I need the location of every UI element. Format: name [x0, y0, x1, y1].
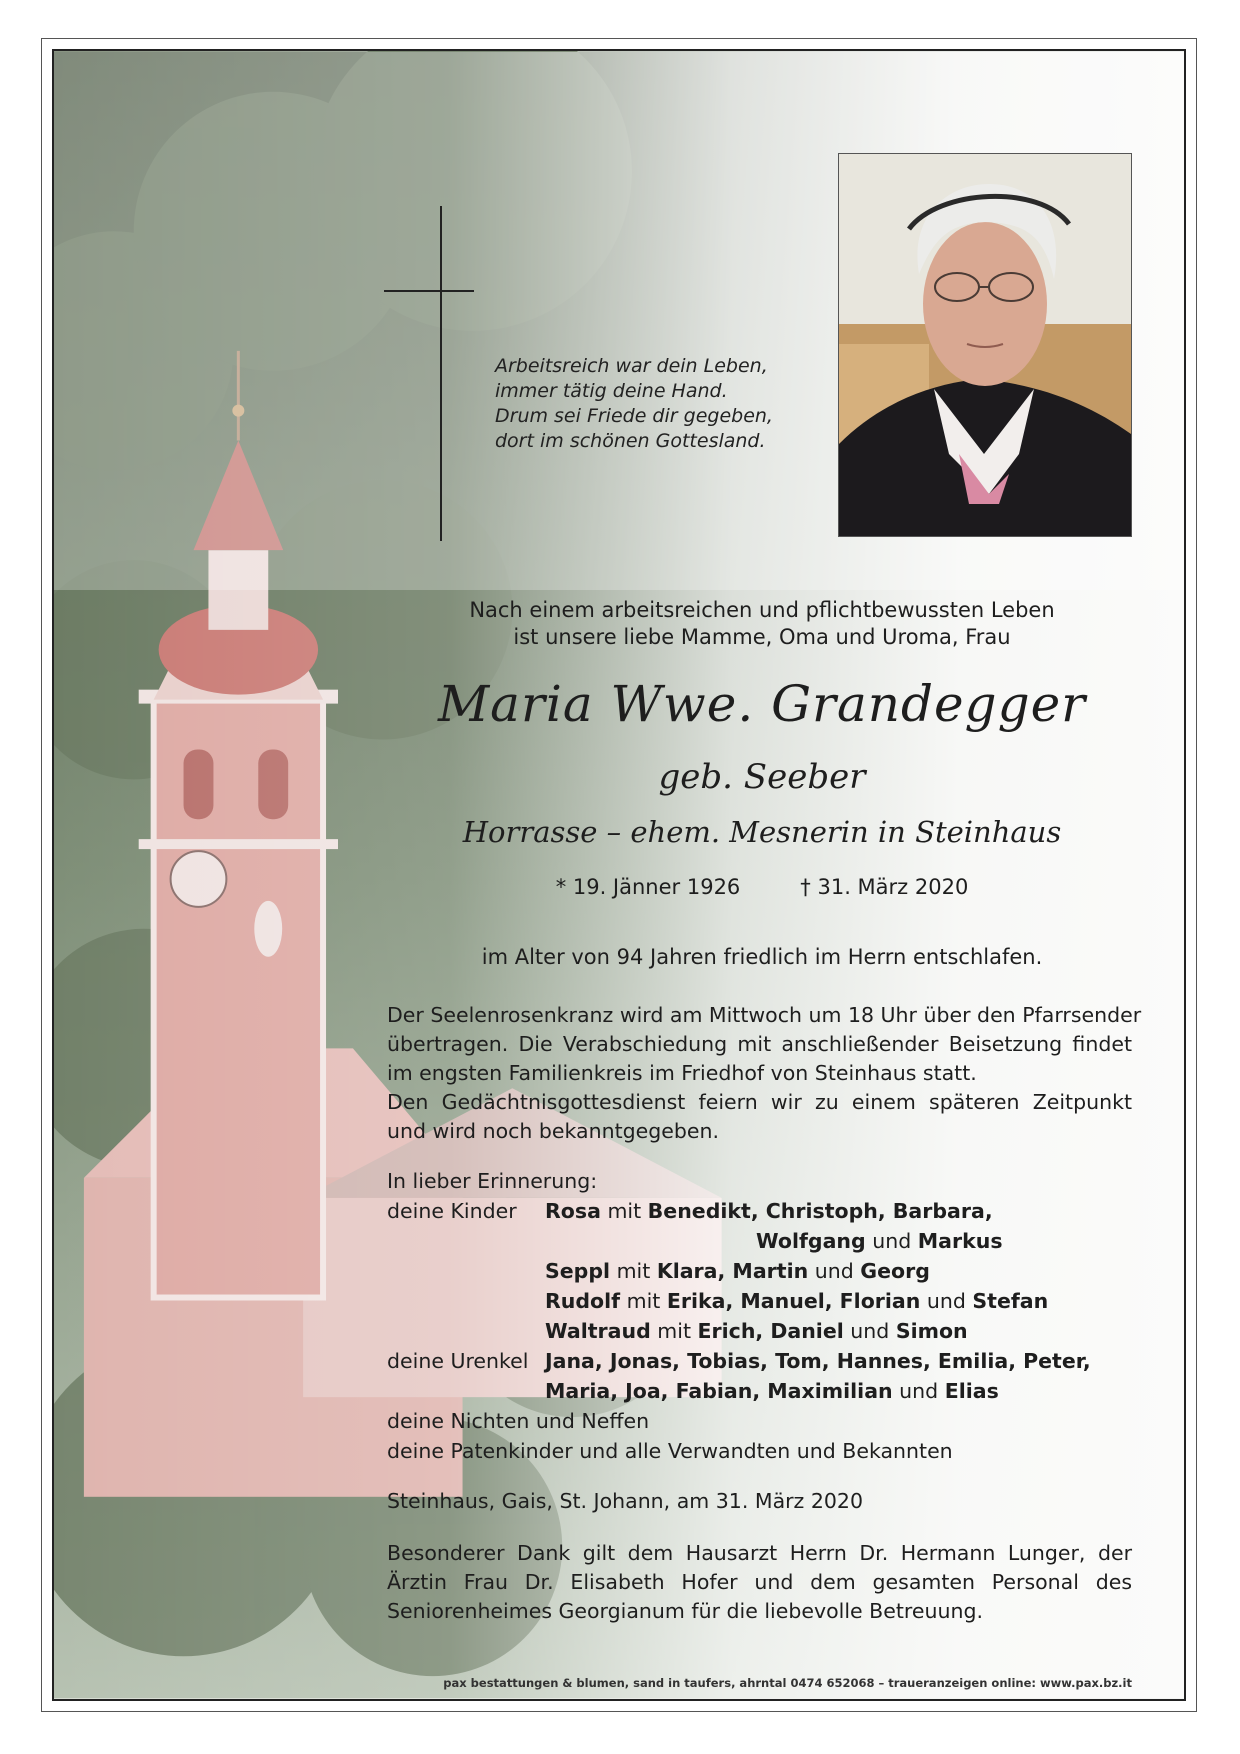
verse-line: Arbeitsreich war dein Leben,: [495, 355, 768, 377]
family-names: Maria, Joa, Fabian, Maximilian: [545, 1379, 893, 1403]
connector: mit: [657, 1319, 691, 1343]
funeral-line: und wird noch bekanntgegeben.: [387, 1119, 719, 1143]
portrait-photo: [838, 153, 1132, 537]
connector: mit: [607, 1199, 642, 1223]
connector: und: [899, 1379, 939, 1403]
connector: und: [850, 1319, 890, 1343]
child-name: Rosa: [545, 1199, 601, 1223]
life-dates: [382, 873, 1142, 901]
intro-text: [382, 597, 1142, 651]
intro-line: ist unsere liebe Mamme, Oma und Uroma, Frau: [513, 625, 1011, 649]
thanks-paragraph: [387, 1539, 1132, 1626]
child-name: Waltraud: [545, 1319, 651, 1343]
connector: und: [926, 1289, 966, 1313]
thanks-line: Besonderer Dank gilt dem Hausarzt Herrn Dr. Hermann Lunger, der: [387, 1541, 1132, 1565]
footer-imprint: pax bestattungen & blumen, sand in taufers, ahrntal 0474 652068 – traueranzeigen online: www.pax.bz.it: [443, 1676, 1132, 1690]
child-name: Rudolf: [545, 1289, 621, 1313]
godchildren-line: deine Patenkinder und alle Verwandten und Bekannten: [387, 1439, 953, 1463]
intro-line: Nach einem arbeitsreichen und pflichtbewussten Leben: [469, 598, 1055, 622]
family-names: Elias: [944, 1379, 999, 1403]
verse-line: dort im schönen Gottesland.: [495, 430, 766, 452]
verse-line: Drum sei Friede dir gegeben,: [495, 405, 773, 427]
role-line: Horrasse – ehem. Mesnerin in Steinhaus: [462, 815, 1062, 849]
thanks-line: Ärztin Frau Dr. Elisabeth Hofer und dem gesamten Personal des: [387, 1570, 1132, 1594]
family-names: Stefan: [972, 1289, 1049, 1313]
age-line: im Alter von 94 Jahren friedlich im Herrn entschlafen.: [481, 945, 1043, 969]
children-label: deine Kinder: [387, 1199, 517, 1223]
funeral-line: Den Gedächtnisgottesdienst feiern wir zu einem späteren Zeitpunkt: [387, 1090, 1132, 1114]
connector: und: [872, 1229, 912, 1253]
place-date: Steinhaus, Gais, St. Johann, am 31. März 2020: [387, 1489, 864, 1513]
funeral-paragraph: [387, 1001, 1142, 1146]
funeral-line: Der Seelenrosenkranz wird am Mittwoch um 18 Uhr über den Pfarrsender: [387, 1003, 1142, 1027]
mourners-list: [387, 1166, 1132, 1466]
family-names: Erika, Manuel, Florian: [666, 1289, 921, 1313]
verse-line: immer tätig deine Hand.: [495, 380, 728, 402]
family-names: Wolfgang: [756, 1229, 866, 1253]
family-names: Benedikt, Christoph, Barbara,: [647, 1199, 993, 1223]
connector: mit: [616, 1259, 651, 1283]
mourners-heading: In lieber Erinnerung:: [387, 1169, 598, 1193]
family-names: Georg: [860, 1259, 930, 1283]
family-names: Markus: [917, 1229, 1003, 1253]
family-names: Klara, Martin: [656, 1259, 809, 1283]
birth-date: * 19. Jänner 1926: [555, 875, 741, 899]
family-names: Jana, Jonas, Tobias, Tom, Hannes, Emilia, Peter,: [545, 1349, 1091, 1373]
child-name: Seppl: [545, 1259, 611, 1283]
family-names: Erich, Daniel: [697, 1319, 844, 1343]
cross-icon: [384, 206, 484, 541]
verse: [495, 354, 773, 454]
connector: und: [814, 1259, 854, 1283]
thanks-line: Seniorenheimes Georgianum für die liebevolle Betreuung.: [387, 1599, 983, 1623]
greatgrandchildren-label: deine Urenkel: [387, 1349, 529, 1373]
family-names: Simon: [895, 1319, 968, 1343]
death-date: † 31. März 2020: [800, 875, 969, 899]
funeral-line: übertragen. Die Verabschiedung mit anschließender Beisetzung findet: [387, 1032, 1132, 1056]
deceased-name: Maria Wwe. Grandegger: [437, 675, 1087, 733]
birth-name: geb. Seeber: [658, 757, 866, 797]
connector: mit: [626, 1289, 661, 1313]
notice-panel: [52, 49, 1186, 1701]
nieces-line: deine Nichten und Neffen: [387, 1409, 650, 1433]
portrait-image: [839, 154, 1131, 536]
funeral-line: im engsten Familienkreis im Friedhof von Steinhaus statt.: [387, 1061, 977, 1085]
